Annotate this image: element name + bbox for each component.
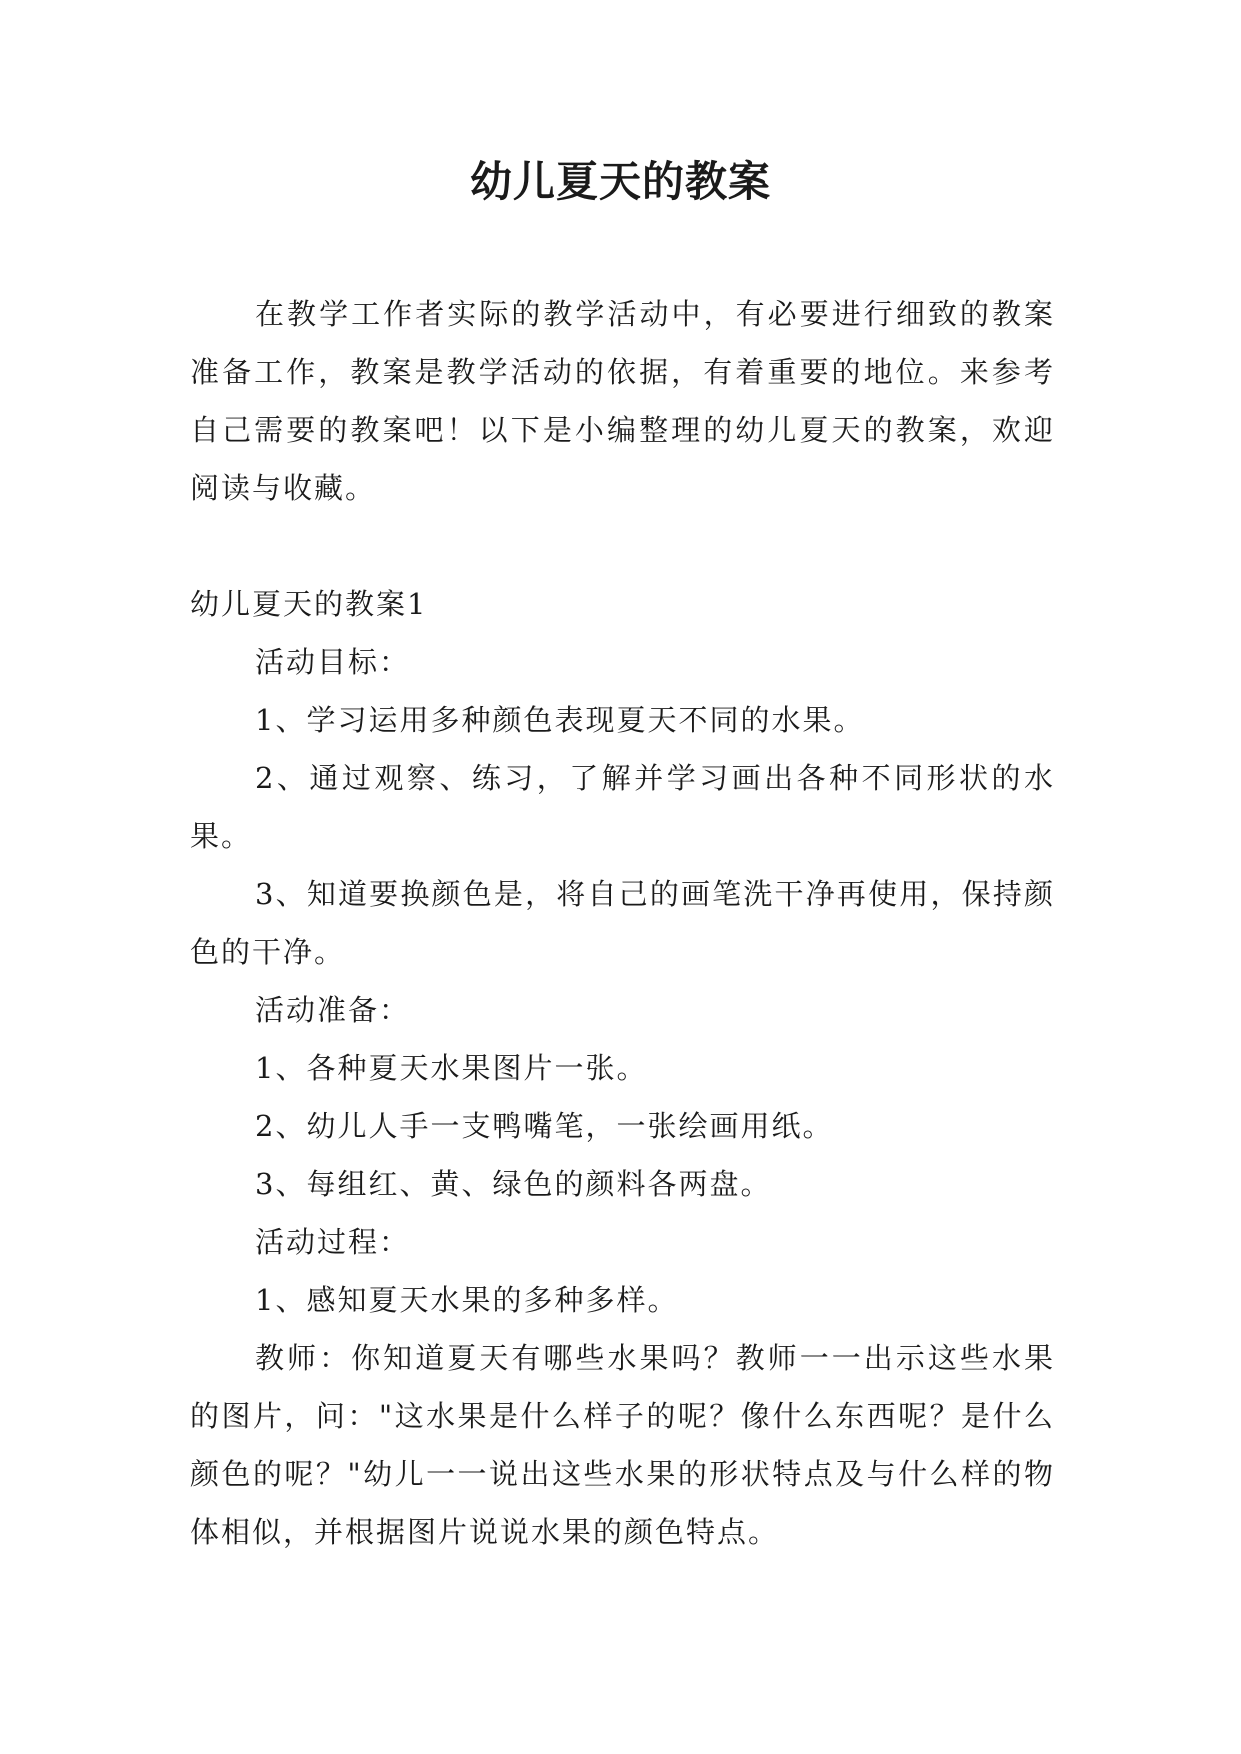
paragraph-activity-goals-heading: 活动目标： [255,645,411,679]
section-heading: 幼儿夏天的教案1 [190,587,428,621]
paragraph-teacher-dialogue: 教师：你知道夏天有哪些水果吗？教师一一出示这些水果的图片，问："这水果是什么样子的呢？像什么东西呢？是什么颜色的呢？"幼儿一一说出这些水果的形状特点及与什么样的物体相似，并根据图片说说水果的颜色特点。 [190,1341,1055,1549]
paragraph-preparation-1: 1、各种夏天水果图片一张。 [255,1051,648,1085]
paragraph-process-1: 1、感知夏天水果的多种多样。 [255,1283,679,1317]
paragraph-preparation-heading: 活动准备： [255,993,411,1027]
intro-paragraph: 在教学工作者实际的教学活动中，有必要进行细致的教案准备工作，教案是教学活动的依据，有着重要的地位。来参考自己需要的教案吧！以下是小编整理的幼儿夏天的教案，欢迎阅读与收藏。 [190,297,1055,505]
paragraph-goal-1: 1、学习运用多种颜色表现夏天不同的水果。 [255,703,865,737]
paragraph-process-heading: 活动过程： [255,1225,411,1259]
lesson-plan-content [190,575,1055,1561]
paragraph-preparation-2: 2、幼儿人手一支鸭嘴笔，一张绘画用纸。 [255,1109,834,1143]
paragraph-goal-2: 2、通过观察、练习，了解并学习画出各种不同形状的水果。 [190,761,1055,853]
document-title: 幼儿夏天的教案 [469,157,771,206]
paragraph-preparation-3: 3、每组红、黄、绿色的颜料各两盘。 [255,1167,772,1201]
paragraph-goal-3: 3、知道要换颜色是，将自己的画笔洗干净再使用，保持颜色的干净。 [190,877,1055,969]
